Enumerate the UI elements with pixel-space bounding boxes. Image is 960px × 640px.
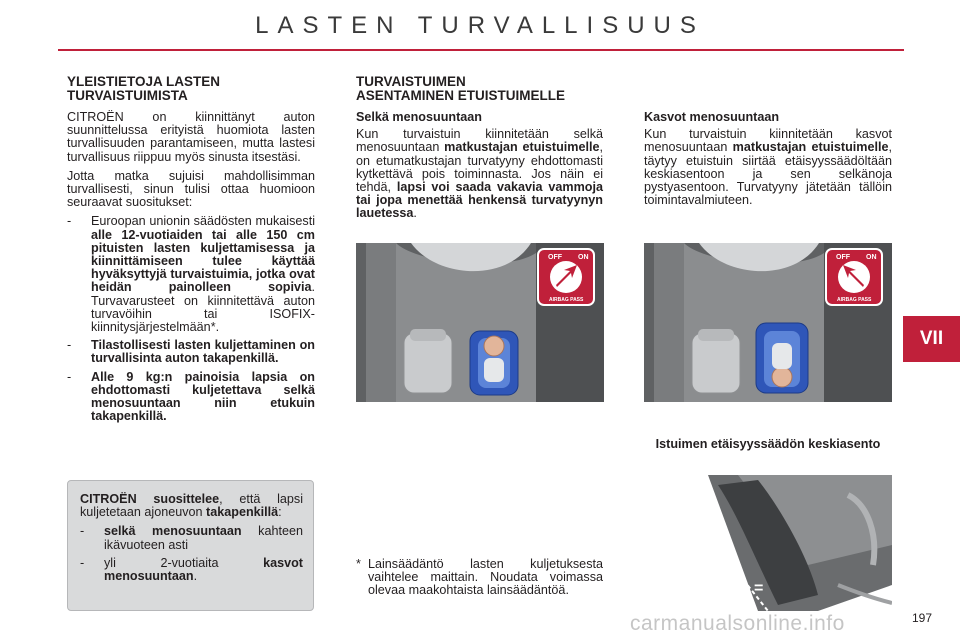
recommendation-item-3: - Alle 9 kg:n painoisia lapsia on ehdottomasti kuljetettava selkä menosuuntaan niin etukuin takapenkillä. [67, 369, 315, 424]
recommendation-box-text [80, 493, 303, 583]
airbag-off-label: OFF [548, 254, 562, 261]
airbag-off-label: OFF [836, 254, 850, 261]
airbag-on-label: ON [866, 254, 877, 261]
recommendation-box-intro: CITROËN suosittelee, että lapsi kuljetetaan ajoneuvon takapenkillä: [80, 492, 303, 520]
equal-mark-2: = [754, 580, 764, 597]
recommendation-box-item-1: - selkä menosuuntaan kahteen ikävuoteen asti [80, 524, 303, 552]
page-number: 197 [912, 611, 933, 625]
airbag-on-label: ON [578, 254, 589, 261]
recommendation-box-item-2: - yli 2-vuotiaita kasvot menosuuntaan. [80, 555, 303, 584]
chapter-tab: VII [903, 316, 960, 362]
general-info-para1: CITROËN on kiinnittänyt auton suunnittelussa erityistä huomiota lasten turvallisuuden parantamiseen, mutta lastesi turvallisuus riippuu myös sinusta itsestäsi. [67, 110, 315, 164]
recommendation-item-1: - Euroopan unionin säädösten mukaisesti alle 12-vuotiaiden tai alle 150 cm pituisten lasten kuljettamisessa ja kiinnittämiseen tulee käyttää hyväksyttyjä turvaistuimia, jotka ovat heidän painolleen sopivia. Turvavarusteet on kiinnitettävä auton turvavöihin tai ISOFIX-kiinnitysjärjestelmään*. [67, 214, 315, 335]
forward-facing-subheading: Kasvot menosuuntaan [644, 110, 780, 124]
rear-facing-seat-illustration [356, 243, 604, 402]
general-info-para2: Jotta matka sujuisi mahdollisimman turvallisesti, sinun tulisi ottaa huomioon seuraavat suositukset: [67, 168, 315, 210]
page-title: LASTEN TURVALLISUUS [255, 12, 705, 39]
front-seat-install-heading-line1: TURVAISTUIMEN [356, 74, 466, 89]
rear-facing-text: Kun turvaistuin kiinnitetään selkä menosuuntaan matkustajan etuistuimelle, on etumatkustajan turvatyyny ehdottomasti kytkettävä pois toiminnasta. Jos näin ei tehdä, lapsi voi saada vakavia vammoja tai jopa menettää henkensä turvatyynyn lauetessa. [356, 127, 603, 221]
airbag-on-switch-icon [826, 249, 882, 305]
front-seat-install-heading [356, 75, 565, 103]
forward-facing-text: Kun turvaistuin kiinnitetään kasvot menosuuntaan matkustajan etuistuimelle, täytyy etuistuin siirtää etäisyyssäädöltään keskiasentoon ja sen selkänoja pystyasentoon. Turvatyyny jätetään tällöin toimintavalmiuteen. [644, 127, 892, 208]
forward-facing-seat-illustration [644, 243, 892, 402]
title-divider [58, 49, 904, 51]
forward-facing-body [644, 111, 892, 213]
airbag-pass-label: AIRBAG PASS [837, 297, 872, 303]
airbag-pass-label: AIRBAG PASS [549, 297, 584, 303]
general-info-heading-line2: TURVAISTUIMISTA [67, 88, 188, 103]
equal-mark-1: = [710, 542, 720, 559]
recommendation-item-2: - Tilastollisesti lasten kuljettaminen on turvallisinta auton takapenkillä. [67, 338, 315, 366]
footnote-text: Lainsäädäntö lasten kuljetuksesta vaihtelee maittain. Noudata voimassa olevaa maakohtaista lainsäädäntöä. [368, 557, 603, 597]
front-seat-install-heading-line2: ASENTAMINEN ETUISTUIMELLE [356, 88, 565, 103]
rear-facing-subheading: Selkä menosuuntaan [356, 110, 482, 124]
watermark: carmanualsonline.info [630, 612, 845, 635]
footnote-asterisk: * [356, 557, 361, 571]
citroen-recommendation-box [67, 480, 314, 611]
rear-facing-body [356, 111, 603, 227]
seat-adjustment-illustration [698, 475, 892, 611]
airbag-off-switch-icon [538, 249, 594, 305]
general-info-body [67, 111, 315, 428]
legal-footnote [356, 558, 603, 597]
general-info-heading [67, 75, 220, 103]
seat-position-caption: Istuimen etäisyyssäädön keskiasento [655, 437, 881, 451]
general-info-heading-line1: YLEISTIETOJA LASTEN [67, 74, 221, 89]
